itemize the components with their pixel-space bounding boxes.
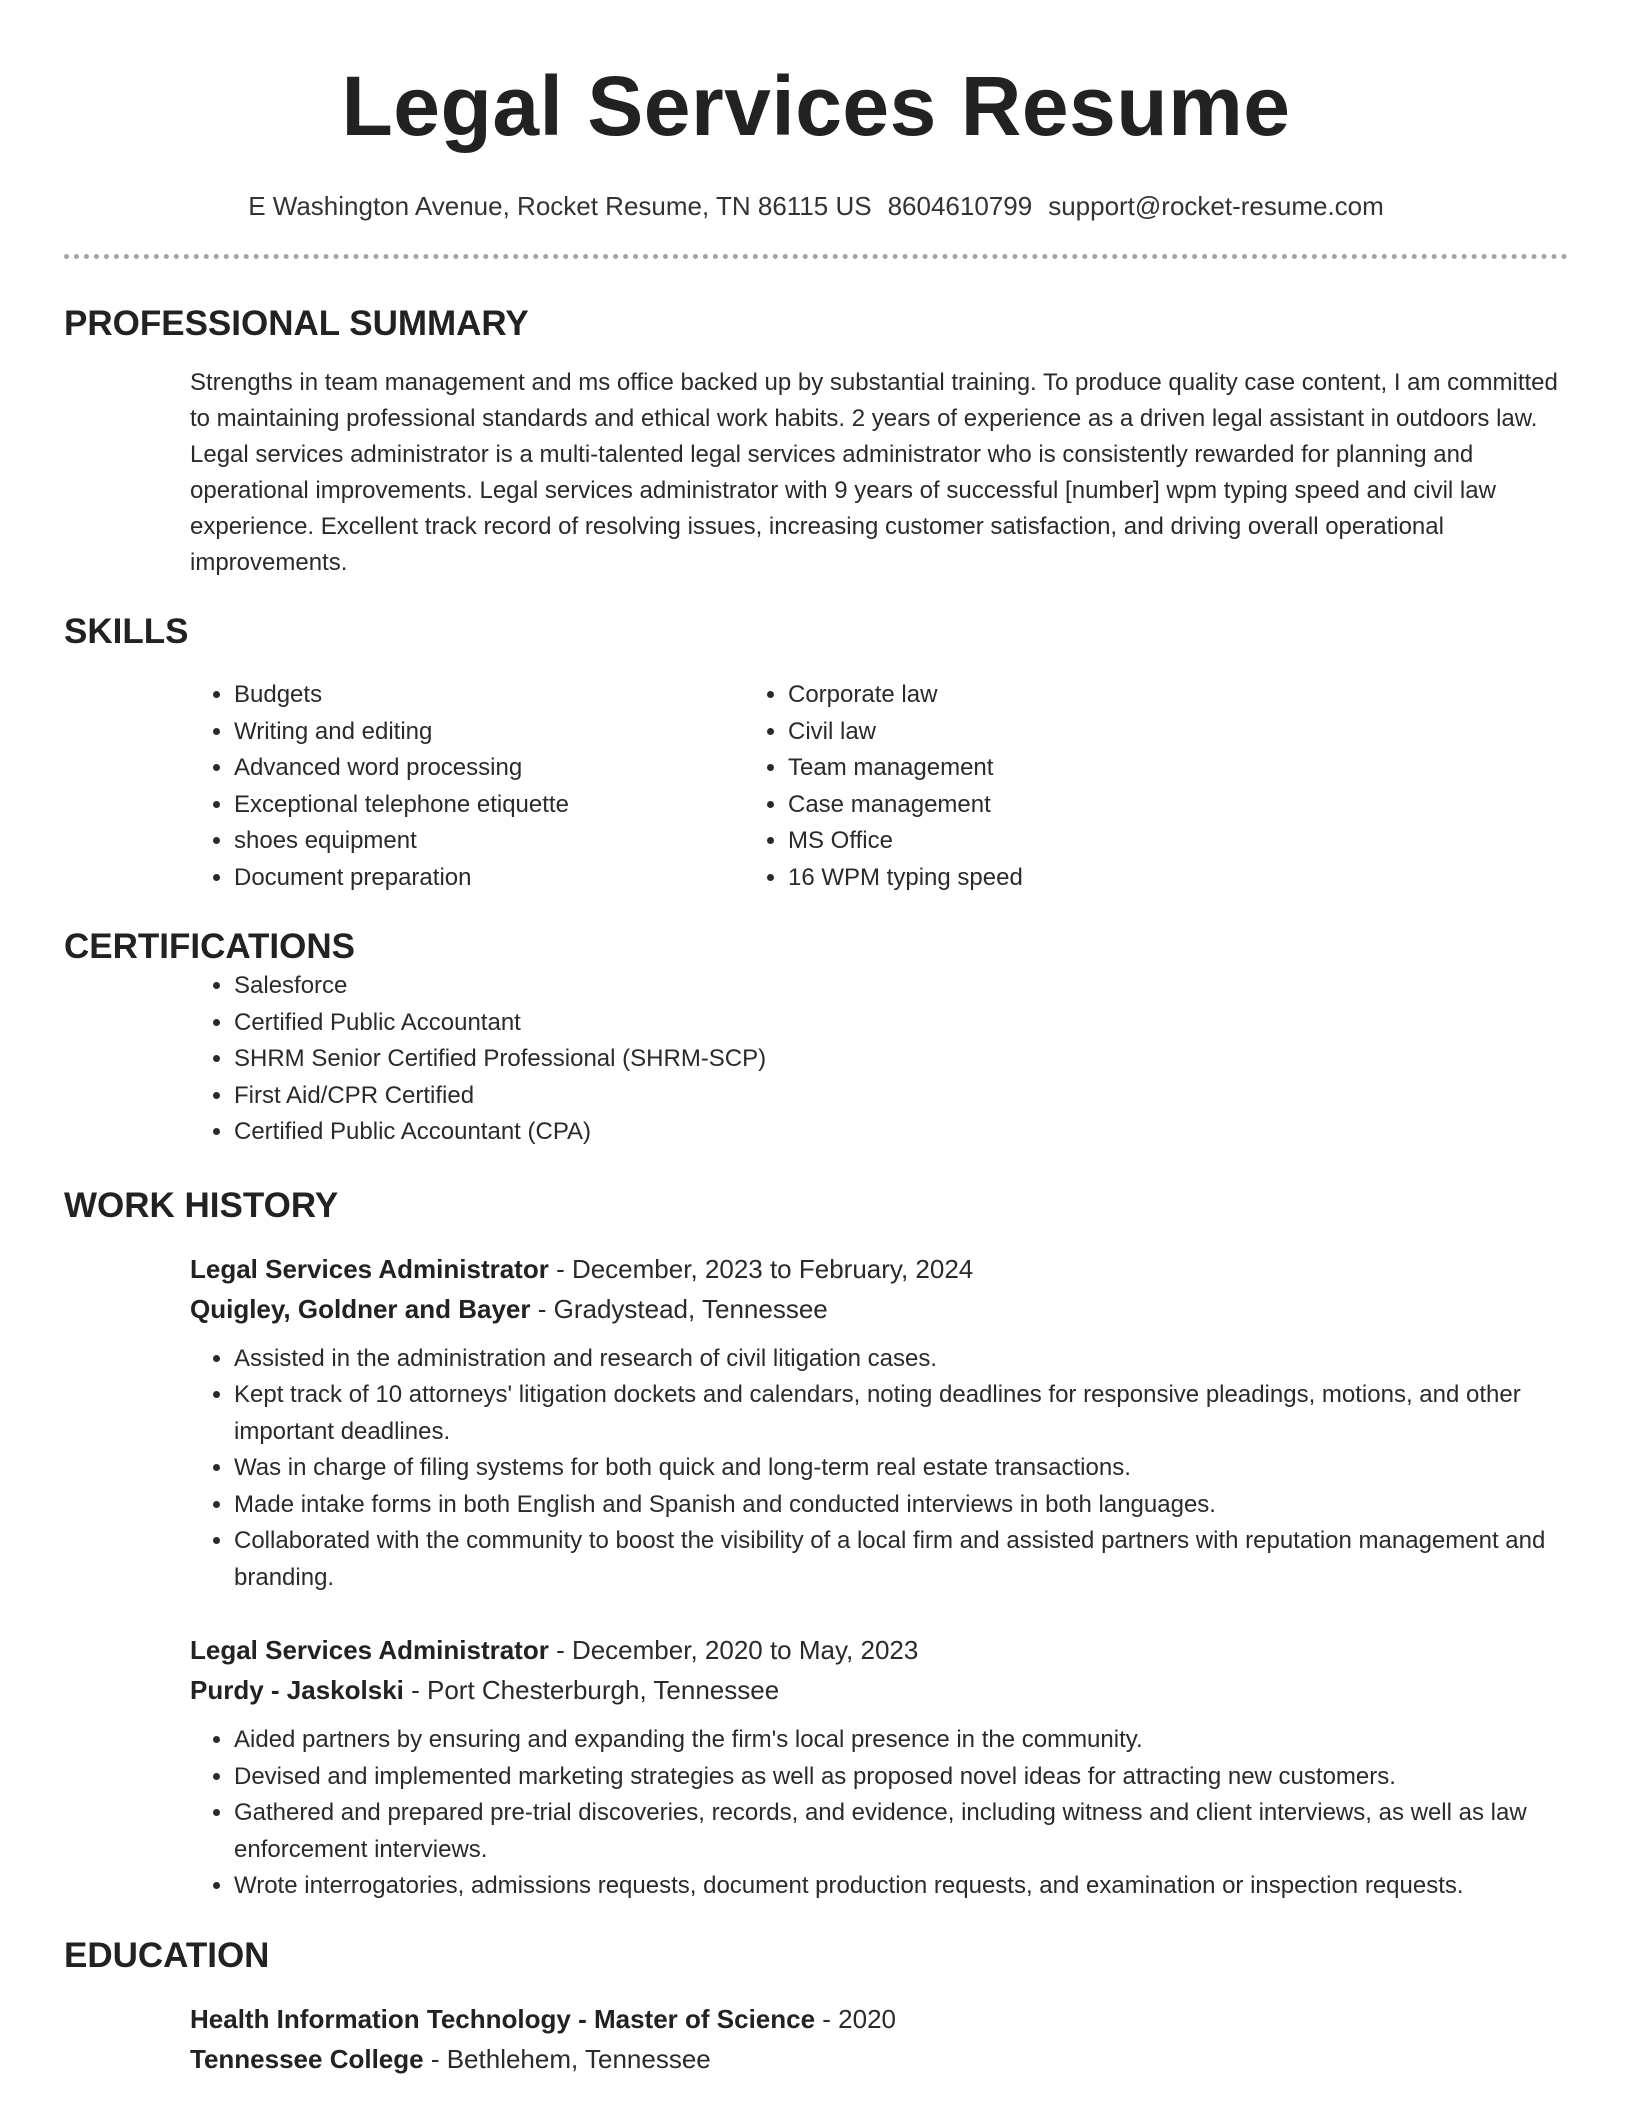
job-dates: - December, 2020 to May, 2023 (548, 1635, 919, 1665)
skills-column-right (744, 677, 1023, 896)
certification-item: • First Aid/CPR Certified (234, 1078, 1568, 1115)
certification-item: • Certified Public Accountant (CPA) (234, 1114, 1568, 1151)
education-location: - Bethlehem, Tennessee (423, 2043, 711, 2074)
job-bullet-item: • Made intake forms in both English and Spanish and conducted interviews in both languages. (234, 1487, 1568, 1524)
job-company-line (190, 1670, 1568, 1710)
skills-column-left (64, 677, 744, 896)
skill-item: • Budgets (234, 677, 744, 714)
contact-address: E Washington Avenue, Rocket Resume, TN 86115 US (248, 191, 872, 221)
education-school: Tennessee College (190, 2043, 424, 2074)
job-bullet-item: • Kept track of 10 attorneys' litigation dockets and calendars, noting deadlines for responsive pleadings, motions, and other important deadlines. (234, 1377, 1568, 1450)
skill-item: • 16 WPM typing speed (788, 860, 1023, 897)
job-bullet-item: • Was in charge of filing systems for both quick and long-term real estate transactions. (234, 1450, 1568, 1487)
skill-item: • MS Office (788, 823, 1023, 860)
skills-list-right (744, 677, 1023, 896)
job-company: Quigley, Goldner and Bayer (190, 1293, 531, 1324)
job-role: Legal Services Administrator (190, 1253, 549, 1284)
skill-item: • Case management (788, 787, 1023, 824)
job-bullet-item: • Aided partners by ensuring and expanding the firm's local presence in the community. (234, 1722, 1568, 1759)
job-location: - Gradystead, Tennessee (530, 1293, 828, 1324)
work-history-heading: WORK HISTORY (64, 1185, 339, 1225)
skills-grid (64, 677, 1568, 896)
job-bullet-item: • Assisted in the administration and research of civil litigation cases. (234, 1341, 1568, 1378)
job-role-line (190, 1630, 1568, 1670)
job-role-line (190, 1249, 1568, 1289)
job-bullet-item: • Gathered and prepared pre-trial discoveries, records, and evidence, including witness and client interviews, as well as law enforcement interviews. (234, 1795, 1568, 1868)
resume-title: Legal Services Resume (341, 59, 1291, 153)
job-company: Purdy - Jaskolski (190, 1675, 404, 1705)
job-bullets (190, 1341, 1568, 1597)
certification-item: • SHRM Senior Certified Professional (SHRM-SCP) (234, 1041, 1568, 1078)
job-company-line (190, 1289, 1568, 1329)
job-entry (190, 1630, 1568, 1905)
certifications-section (64, 926, 1568, 1151)
education-entry (190, 1999, 1568, 2079)
education-section (64, 1935, 1568, 2079)
education-school-line (190, 2039, 1568, 2079)
education-degree-line (190, 1999, 1568, 2039)
summary-heading: PROFESSIONAL SUMMARY (64, 304, 529, 343)
job-bullet-item: • Wrote interrogatories, admissions requests, document production requests, and examination or inspection requests. (234, 1868, 1568, 1905)
education-degree: Health Information Technology - Master of Science (190, 2003, 816, 2034)
skills-list-left (64, 677, 744, 896)
skills-heading: SKILLS (64, 612, 189, 651)
summary-section (64, 303, 1568, 581)
skill-item: • Advanced word processing (234, 750, 744, 787)
summary-text: Strengths in team management and ms office backed up by substantial training. To produce quality case content, I am committed to maintaining professional standards and ethical work habits. 2 years of experience as a driven legal assistant in outdoors law. Legal services administrator is a multi-talented legal services administrator who is consistently rewarded for planning and operational improvements. Legal services administrator with 9 years of successful [number] wpm typing speed and civil law experience. Excellent track record of resolving issues, increasing customer satisfaction, and driving overall operational improvements. (190, 369, 1558, 576)
contact-phone: 8604610799 (887, 191, 1033, 221)
job-bullet-item: • Devised and implemented marketing strategies as well as proposed novel ideas for attracting new customers. (234, 1759, 1568, 1796)
job-bullet-item: • Collaborated with the community to boost the visibility of a local firm and assisted partners with reputation management and branding. (234, 1523, 1568, 1596)
skill-item: • shoes equipment (234, 823, 744, 860)
skill-item: • Corporate law (788, 677, 1023, 714)
skills-section (64, 611, 1568, 896)
skill-item: • Document preparation (234, 860, 744, 897)
job-dates: - December, 2023 to February, 2024 (548, 1253, 974, 1284)
skill-item: • Civil law (788, 714, 1023, 751)
certifications-heading: CERTIFICATIONS (64, 927, 356, 966)
work-history-section (64, 1185, 1568, 1905)
contact-email: support@rocket-resume.com (1048, 191, 1384, 221)
certifications-list (64, 968, 1568, 1151)
certification-item: • Certified Public Accountant (234, 1005, 1568, 1042)
certification-item: • Salesforce (234, 968, 1568, 1005)
job-bullets (190, 1722, 1568, 1905)
job-entry (190, 1249, 1568, 1597)
skill-item: • Exceptional telephone etiquette (234, 787, 744, 824)
header-divider (64, 254, 1568, 259)
skill-item: • Team management (788, 750, 1023, 787)
job-location: - Port Chesterburgh, Tennessee (403, 1675, 780, 1705)
resume-page (64, 0, 1568, 2079)
job-role: Legal Services Administrator (190, 1635, 549, 1665)
skill-item: • Writing and editing (234, 714, 744, 751)
contact-line (64, 190, 1568, 222)
education-year: - 2020 (815, 2003, 897, 2034)
education-heading: EDUCATION (64, 1935, 270, 1975)
